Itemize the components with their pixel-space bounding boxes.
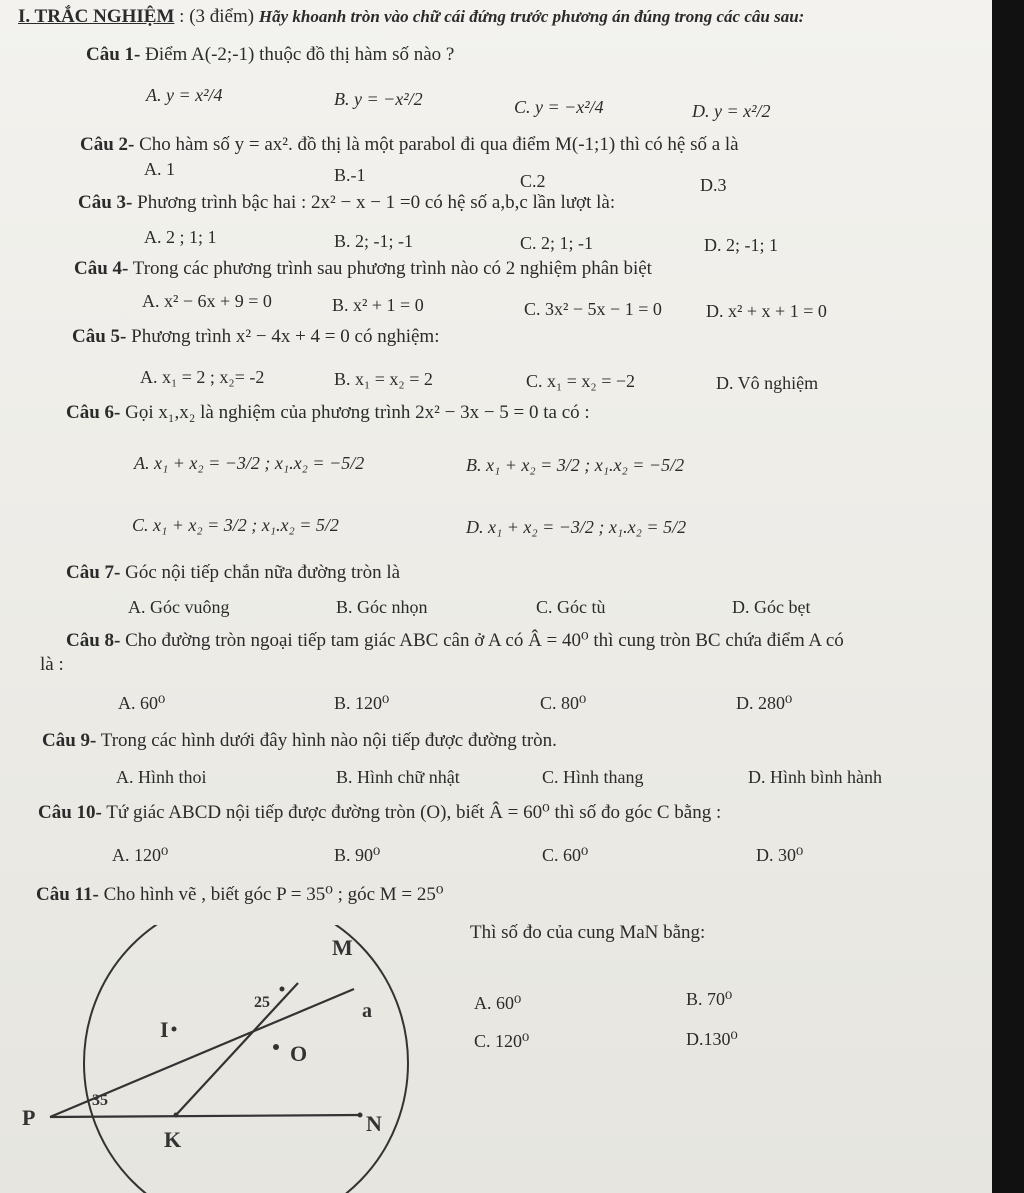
option-d[interactable]: D. x² + x + 1 = 0 (706, 301, 827, 321)
option-b[interactable]: B. 90⁰ (334, 845, 381, 865)
option-c[interactable]: C. 80⁰ (540, 693, 587, 713)
option-b[interactable]: B. x₁ + x₂ = 3/2 ; x₁.x₂ = −5/2 (466, 455, 685, 475)
option-a[interactable]: A. x² − 6x + 9 = 0 (142, 291, 272, 311)
option-d[interactable]: D.3 (700, 175, 727, 195)
option-a[interactable]: A. Góc vuông (128, 597, 230, 617)
question-4 (74, 258, 652, 280)
question-11 (36, 884, 444, 906)
option-a[interactable]: A. x₁ = 2 ; x₂= -2 (140, 367, 265, 387)
option-b[interactable]: B. 120⁰ (334, 693, 390, 713)
option-a[interactable]: A. 60⁰ (474, 993, 522, 1013)
question-label: Câu 3- (78, 192, 133, 213)
question-text: Phương trình bậc hai : 2x² − x − 1 =0 có hệ số a,b,c lần lượt là: (137, 192, 616, 213)
option-a[interactable]: A. x₁ + x₂ = −3/2 ; x₁.x₂ = −5/2 (134, 453, 365, 473)
option-a[interactable]: A. 60⁰ (118, 693, 166, 713)
question-text: Góc nội tiếp chắn nữa đường tròn là (125, 562, 401, 583)
question-text: Gọi x₁,x₂ là nghiệm của phương trình 2x² − 3x − 5 = 0 ta có : (125, 402, 590, 423)
question-6 (66, 402, 590, 424)
question-8-continuation: là : (40, 654, 64, 675)
question-label: Câu 4- (74, 258, 129, 279)
option-a[interactable]: A. y = x²/4 (146, 85, 223, 105)
question-text: Trong các phương trình sau phương trình nào có 2 nghiệm phân biệt (132, 258, 652, 279)
question-label: Câu 10- (38, 802, 102, 823)
label-o: O (290, 1041, 308, 1066)
question-text: Tứ giác ABCD nội tiếp được đường tròn (O), biết Â = 60⁰ thì số đo góc C bằng : (106, 802, 722, 823)
option-c[interactable]: C. 3x² − 5x − 1 = 0 (524, 299, 662, 319)
option-b[interactable]: B. y = −x²/2 (334, 89, 423, 109)
question-label: Câu 1- (86, 44, 141, 65)
option-b[interactable]: B.-1 (334, 165, 366, 185)
point-n (358, 1113, 363, 1118)
question-text: Cho đường tròn ngoại tiếp tam giác ABC cân ở A có Â = 40⁰ thì cung tròn BC chứa điểm A có (125, 630, 844, 651)
option-c[interactable]: C. Hình thang (542, 767, 644, 787)
question-label: Câu 9- (42, 730, 97, 751)
option-c[interactable]: C. Góc tù (536, 597, 606, 617)
question-label: Câu 6- (66, 402, 121, 423)
question-2 (80, 134, 739, 156)
option-c[interactable]: C. 60⁰ (542, 845, 589, 865)
label-n: N (366, 1111, 382, 1136)
section-header (18, 6, 804, 28)
question-10 (38, 802, 721, 824)
option-b[interactable]: B. Góc nhọn (336, 597, 428, 617)
option-b[interactable]: B. 70⁰ (686, 989, 733, 1009)
question-label: Câu 7- (66, 562, 121, 583)
option-a[interactable]: A. Hình thoi (116, 767, 207, 787)
option-c[interactable]: C. x₁ = x₂ = −2 (526, 371, 636, 391)
label-k: K (164, 1127, 182, 1152)
label-a: a (362, 1000, 372, 1022)
question-text: Điểm A(-2;-1) thuộc đồ thị hàm số nào ? (145, 44, 455, 65)
point-k (174, 1113, 179, 1118)
question-label: Câu 5- (72, 326, 127, 347)
photo-edge (992, 0, 1024, 1193)
option-a[interactable]: A. 2 ; 1; 1 (144, 227, 217, 247)
question-text: Trong các hình dưới đây hình nào nội tiếp được đường tròn. (100, 730, 557, 751)
option-d[interactable]: D. Hình bình hành (748, 767, 882, 787)
option-c[interactable]: C. y = −x²/4 (514, 97, 604, 117)
option-d[interactable]: D. y = x²/2 (692, 101, 771, 121)
label-i: I (160, 1017, 169, 1042)
label-m: M (332, 935, 353, 960)
option-c[interactable]: C. 120⁰ (474, 1031, 530, 1051)
question-1 (86, 44, 454, 66)
angle-label-p: 35 (92, 1092, 108, 1109)
question-11-subtext: Thì số đo của cung MaN bằng: (470, 922, 706, 943)
question-9 (42, 730, 557, 752)
option-c[interactable]: C.2 (520, 171, 546, 191)
option-b[interactable]: B. x₁ = x₂ = 2 (334, 369, 433, 389)
option-d[interactable]: D. x₁ + x₂ = −3/2 ; x₁.x₂ = 5/2 (466, 517, 687, 537)
secant-line-pn (50, 1115, 360, 1117)
section-instruction: Hãy khoanh tròn vào chữ cái đứng trước phương án đúng trong các câu sau: (258, 7, 805, 26)
option-d[interactable]: D.130⁰ (686, 1029, 738, 1049)
option-d[interactable]: D. 30⁰ (756, 845, 804, 865)
question-text: Phương trình x² − 4x + 4 = 0 có nghiệm: (131, 326, 440, 347)
option-d[interactable]: D. 280⁰ (736, 693, 793, 713)
option-b[interactable]: B. x² + 1 = 0 (332, 295, 424, 315)
option-c[interactable]: C. x₁ + x₂ = 3/2 ; x₁.x₂ = 5/2 (132, 515, 339, 535)
question-label: Câu 8- (66, 630, 121, 651)
question-8 (66, 630, 844, 652)
option-c[interactable]: C. 2; 1; -1 (520, 233, 594, 253)
angle-label-m: 25 (254, 994, 270, 1011)
question-3 (78, 192, 615, 214)
option-b[interactable]: B. 2; -1; -1 (334, 231, 413, 251)
section-title: I. TRẮC NGHIỆM (18, 6, 175, 27)
question-text: Cho hình vẽ , biết góc P = 35⁰ ; góc M = 25⁰ (103, 884, 444, 905)
option-d[interactable]: D. 2; -1; 1 (704, 235, 778, 255)
geometry-figure (14, 925, 434, 1193)
question-label: Câu 11- (36, 884, 99, 905)
section-points: : (3 điểm) (179, 6, 255, 27)
option-d[interactable]: D. Vô nghiệm (716, 373, 819, 393)
option-b[interactable]: B. Hình chữ nhật (336, 767, 460, 787)
question-5 (72, 326, 439, 348)
option-d[interactable]: D. Góc bẹt (732, 597, 811, 617)
option-a[interactable]: A. 1 (144, 159, 175, 179)
point-m (280, 987, 285, 992)
chord-km (176, 983, 298, 1115)
label-p: P (22, 1105, 36, 1130)
circle-outline (84, 925, 408, 1193)
option-a[interactable]: A. 120⁰ (112, 845, 169, 865)
question-text: Cho hàm số y = ax². đồ thị là một parabol đi qua điểm M(-1;1) thì có hệ số a là (139, 134, 739, 155)
question-label: Câu 2- (80, 134, 135, 155)
point-i (172, 1027, 177, 1032)
center-point-o (273, 1044, 279, 1050)
question-7 (66, 562, 400, 584)
